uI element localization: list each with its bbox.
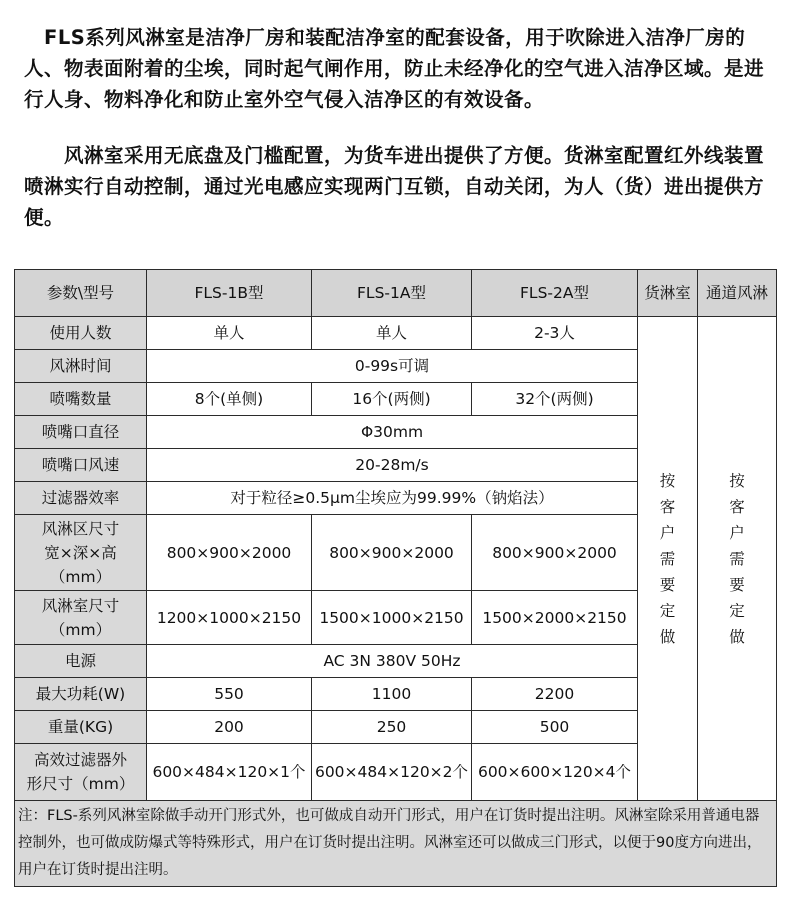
cell-value: 1200×1000×2150 bbox=[147, 591, 312, 645]
cell-value: 600×600×120×4个 bbox=[472, 744, 638, 801]
table-note-row bbox=[15, 801, 777, 887]
tunnel-shower-custom-note: 按客户需要定做 bbox=[698, 317, 777, 801]
table-footnote: 注：FLS-系列风淋室除做手动开门形式外，也可做成自动开门形式，用户在订货时提出注明。风淋室除采用普通电器控制外，也可做成防爆式等特殊形式，用户在订货时提出注明。风淋室还可以做成三门形式，以便于90度方向进出，用户在订货时提出注明。 bbox=[15, 801, 777, 887]
header-fls-1a: FLS-1A型 bbox=[312, 270, 472, 317]
spec-table bbox=[14, 269, 777, 887]
row-label-line: 宽×深×高 bbox=[44, 543, 117, 562]
cell-value: 600×484×120×2个 bbox=[312, 744, 472, 801]
row-label-line: 高效过滤器外 bbox=[33, 751, 127, 769]
row-label: 使用人数 bbox=[15, 317, 147, 350]
row-label: 喷嘴数量 bbox=[15, 383, 147, 416]
row-label: 风淋时间 bbox=[15, 350, 147, 383]
cell-value: 600×484×120×1个 bbox=[147, 744, 312, 801]
cell-value: 32个(两侧) bbox=[472, 383, 638, 416]
cell-value: 8个(单侧) bbox=[147, 383, 312, 416]
row-label bbox=[15, 591, 147, 645]
row-label-line: 风淋区尺寸 bbox=[41, 519, 120, 538]
row-label-line: （mm） bbox=[49, 567, 112, 586]
row-label: 过滤器效率 bbox=[15, 482, 147, 515]
header-cargo-shower: 货淋室 bbox=[638, 270, 698, 317]
cell-value: 200 bbox=[147, 711, 312, 744]
cell-value: 550 bbox=[147, 678, 312, 711]
cell-value: 20-28m/s bbox=[147, 449, 638, 482]
header-tunnel-shower: 通道风淋 bbox=[698, 270, 777, 317]
cell-value: 250 bbox=[312, 711, 472, 744]
cell-value: 0-99s可调 bbox=[147, 350, 638, 383]
cell-value: 16个(两侧) bbox=[312, 383, 472, 416]
cell-value: Φ30mm bbox=[147, 416, 638, 449]
table-row bbox=[15, 317, 777, 350]
row-label: 重量(KG) bbox=[15, 711, 147, 744]
table-header-row bbox=[15, 270, 777, 317]
header-param-model: 参数\型号 bbox=[15, 270, 147, 317]
cell-value: 对于粒径≥0.5μm尘埃应为99.99%（钠焰法） bbox=[147, 482, 638, 515]
cell-value: 800×900×2000 bbox=[312, 515, 472, 591]
cell-value: 2-3人 bbox=[472, 317, 638, 350]
cargo-shower-custom-note: 按客户需要定做 bbox=[638, 317, 698, 801]
row-label: 喷嘴口风速 bbox=[15, 449, 147, 482]
header-fls-2a: FLS-2A型 bbox=[472, 270, 638, 317]
intro-paragraph-2: 风淋室采用无底盘及门槛配置，为货车进出提供了方便。货淋室配置红外线装置喷淋实行自动控制，通过光电感应实现两门互锁，自动关闭，为人（货）进出提供方便。 bbox=[24, 144, 765, 229]
row-label-line: （mm） bbox=[49, 620, 112, 639]
cell-value: 1500×2000×2150 bbox=[472, 591, 638, 645]
row-label: 最大功耗(W) bbox=[15, 678, 147, 711]
intro-paragraph-1: FLS系列风淋室是洁净厂房和装配洁净室的配套设备，用于吹除进入洁净厂房的人、物表面附着的尘埃，同时起气闸作用，防止未经净化的空气进入洁净区域。是进行人身、物料净化和防止室外空气侵入洁净区的有效设备。 bbox=[24, 26, 765, 111]
header-fls-1b: FLS-1B型 bbox=[147, 270, 312, 317]
cell-value: 单人 bbox=[312, 317, 472, 350]
row-label bbox=[15, 515, 147, 591]
cell-value: 单人 bbox=[147, 317, 312, 350]
row-label: 电源 bbox=[15, 645, 147, 678]
cell-value: 1100 bbox=[312, 678, 472, 711]
cell-value: 500 bbox=[472, 711, 638, 744]
row-label bbox=[15, 744, 147, 801]
row-label: 喷嘴口直径 bbox=[15, 416, 147, 449]
cell-value: 1500×1000×2150 bbox=[312, 591, 472, 645]
cell-value: 800×900×2000 bbox=[472, 515, 638, 591]
cell-value: 2200 bbox=[472, 678, 638, 711]
row-label-line: 风淋室尺寸 bbox=[41, 596, 120, 615]
cell-value: AC 3N 380V 50Hz bbox=[147, 645, 638, 678]
cell-value: 800×900×2000 bbox=[147, 515, 312, 591]
row-label-line: 形尺寸（mm） bbox=[26, 775, 135, 793]
